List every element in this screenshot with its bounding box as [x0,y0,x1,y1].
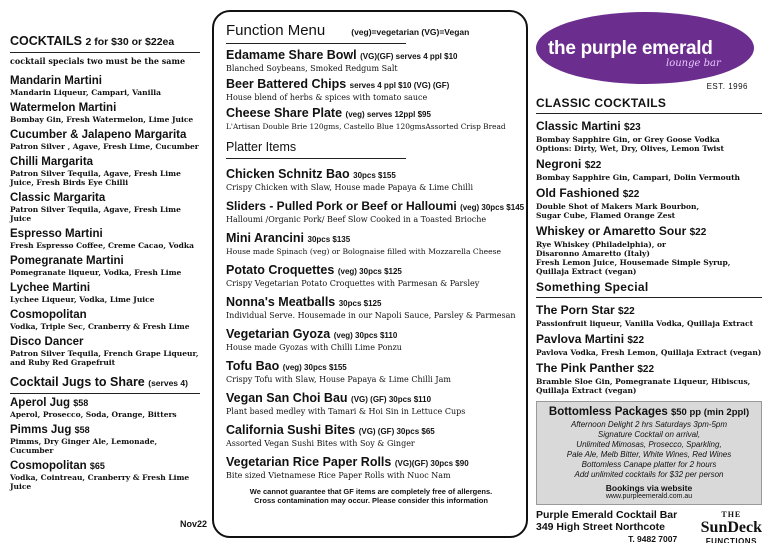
divider [536,297,762,298]
menu-item [226,106,516,132]
allergen-note-line: We cannot guarantee that GF items are completely free of allergens. [249,487,493,496]
classic-desc: Rye Whiskey (Philadelphia), or [536,240,666,249]
jug-price: $58 [74,425,90,435]
special-item [536,361,762,395]
platter-item [226,391,516,417]
function-menu-title: Function Menu [226,22,326,39]
platter-item-name: Mini Arancini [226,231,305,245]
platter-item-desc: Bite sized Vietnamese Rice Paper Rolls with Nuoc Nam [226,471,451,480]
divider [536,113,762,114]
cocktail-item [10,255,200,277]
sundeck-functions: FUNCTIONS [705,537,757,543]
venue-street: 349 High Street Northcote [536,521,665,533]
special-price: $22 [627,335,645,346]
divider [226,43,406,44]
allergen-note-line: Cross contamination may occur. Please consider this information [254,496,488,505]
classic-desc: Bombay Sapphire Gin, Campari, Dolin Vermouth [536,173,741,182]
cocktail-item [10,75,200,97]
cocktails-title: COCKTAILS [10,34,82,48]
platter-item-name: Vegan San Choi Bau [226,391,348,405]
platter-item-desc: Plant based medley with Tamari & Hoi Sin in Lettuce Cups [226,407,466,416]
cocktail-item [10,156,200,187]
platter-item-name: Chicken Schnitz Bao [226,167,350,181]
platter-item-name: Tofu Bao [226,359,280,373]
website-link[interactable]: www.purpleemerald.com.au [605,493,693,500]
classic-name: Old Fashioned [536,186,620,200]
menu-item-desc: Blanched Soybeans, Smoked Redgum Salt [226,64,398,73]
jug-item [10,397,200,419]
sundeck-the: THE [721,510,742,519]
cocktail-desc: Patron Silver Tequila, French Grape Liqueur, and Ruby Red Grapefruit [10,349,199,367]
bottomless-price: $50 pp (min 2ppl) [670,407,750,418]
cocktail-name: Mandarin Martini [10,75,103,87]
special-item [536,332,762,357]
purple-emerald-logo [536,10,762,90]
cocktail-item [10,336,200,367]
platter-item [226,263,516,289]
classic-desc: Fresh Lemon Juice, Housemade Simple Syrup, [536,258,731,267]
menu-item-price: (veg) serves 12ppl $95 [345,110,431,119]
venue-address [536,509,677,543]
venue-name: Purple Emerald Cocktail Bar [536,509,678,521]
platter-item-desc: Halloumi /Organic Pork/ Beef Slow Cooked in a Toasted Brioche [226,215,487,224]
special-name: The Pink Panther [536,361,635,375]
jug-desc: Pimms, Dry Ginger Ale, Lemonade, Cucumber [10,437,158,455]
jug-price: $65 [89,461,105,471]
menu-item-name: Beer Battered Chips [226,77,347,91]
menu-date: Nov22 [180,519,208,529]
menu-item-name: Cheese Share Plate [226,106,343,120]
classic-desc: Disaronno Amaretto (Italy) [536,249,650,258]
cocktail-name: Cucumber & Jalapeno Margarita [10,129,187,141]
cocktail-item [10,309,200,331]
function-menu-panel [212,10,528,538]
divider [10,393,200,394]
cocktails-column [10,34,200,496]
cocktails-note: cocktail specials two must be the same [10,56,186,66]
bottomless-line: Unlimited Mimosas, Prosecco, Sparkling, [576,440,722,449]
platter-item-name: Nonna's Meatballs [226,295,336,309]
sundeck-name: SunDeck [700,519,762,536]
jugs-title: Cocktail Jugs to Share [10,375,145,389]
platter-item-name: Vegetarian Rice Paper Rolls [226,455,392,469]
classic-desc: Options: Dirty, Wet, Dry, Olives, Lemon Twist [536,144,724,153]
bottomless-line: Signature Cocktail on arrival, [597,430,701,439]
platter-item-price: 30pcs $155 [353,171,396,180]
cocktails-heading [10,34,200,50]
jug-price: $58 [73,398,89,408]
jug-item [10,424,200,455]
logo-est: EST. 1996 [706,82,748,91]
jug-item [10,460,200,491]
cocktail-desc: Patron Silver Tequila, Agave, Fresh Lime Juice [10,205,181,223]
bottomless-line: Afternoon Delight 2 hrs Saturdays 3pm-5pm [570,420,728,429]
platter-item [226,295,516,321]
platter-item-desc: Crispy Vegetarian Potato Croquettes with Parmesan & Parsley [226,279,480,288]
classic-column [536,10,762,543]
bottomless-packages-box [536,401,762,505]
classic-price: $22 [584,160,602,171]
platter-item-name: Sliders - Pulled Pork or Beef or Halloumi [226,199,457,213]
platter-item-desc: Crispy Tofu with Slaw, House Papaya & Lime Chilli Jam [226,375,451,384]
classic-desc: Double Shot of Makers Mark Bourbon, [536,202,700,211]
platter-item [226,167,516,193]
booking-note: Bookings via website [605,483,693,493]
divider [10,52,200,53]
special-name: Pavlova Martini [536,332,625,346]
classic-cocktails-title: CLASSIC COCKTAILS [536,96,667,110]
cocktail-name: Pomegranate Martini [10,255,124,267]
special-desc: Quillaja Extract (vegan) [536,386,637,395]
platter-item-desc: House made Gyozas with Chilli Lime Ponzu [226,343,402,352]
cocktail-item [10,102,200,124]
diet-legend: (veg)=vegetarian (VG)=Vegan [351,27,470,37]
menu-item-name: Edamame Share Bowl [226,48,357,62]
jug-desc: Vodka, Cointreau, Cranberry & Fresh Lime Juice [10,473,190,491]
special-desc: Pavlova Vodka, Fresh Lemon, Quillaja Extract (vegan) [536,348,762,357]
special-item [536,303,762,328]
special-desc: Bramble Sloe Gin, Pomegranate Liqueur, Hibiscus, [536,377,751,386]
classic-name: Classic Martini [536,119,621,133]
special-price: $22 [637,364,655,375]
classic-desc: Bombay Sapphire Gin, or Grey Goose Vodka [536,135,720,144]
allergen-note [226,487,516,505]
jug-name: Cosmopolitan [10,460,87,472]
platter-item-name: California Sushi Bites [226,423,356,437]
platter-item [226,231,516,257]
venue-footer [536,509,762,543]
jugs-heading [10,375,200,391]
bottomless-line: Pale Ale, Melb Bitter, White Wines, Red Wines [566,450,732,459]
jug-desc: Aperol, Prosecco, Soda, Orange, Bitters [10,410,177,419]
platter-item-name: Vegetarian Gyoza [226,327,331,341]
logo-text: the purple emerald [548,38,713,59]
cocktail-desc: Patron Silver , Agave, Fresh Lime, Cucumber [10,142,199,151]
jugs-serves: (serves 4) [148,378,188,388]
cocktail-name: Disco Dancer [10,336,84,348]
classic-price: $23 [624,122,641,133]
classic-name: Whiskey or Amaretto Sour [536,224,687,238]
something-special-title: Something Special [536,280,649,294]
platter-item [226,423,516,449]
cocktail-desc: Patron Silver Tequila, Agave, Fresh Lime Juice, Fresh Birds Eye Chilli [10,169,181,187]
cocktail-desc: Mandarin Liqueur, Campari, Vanilla [10,88,161,97]
platter-item-price: (veg) 30pcs $110 [333,331,398,340]
cocktail-name: Espresso Martini [10,228,103,240]
logo-subtitle: lounge bar [666,58,721,69]
classic-item [536,224,762,276]
cocktail-desc: Fresh Espresso Coffee, Creme Cacao, Vodka [10,241,194,250]
classic-desc: Sugar Cube, Flamed Orange Zest [536,211,676,220]
classic-desc: Quillaja Extract (vegan) [536,267,637,276]
platter-item [226,359,516,385]
cocktail-item [10,282,200,304]
platter-item-desc: House made Spinach (veg) or Bolognaise filled with Mozzarella Cheese [226,247,501,256]
menu-item-price: (VG)(GF) serves 4 ppl $10 [360,52,458,61]
platter-title: Platter Items [226,140,297,154]
menu-item-price: serves 4 ppl $10 (VG) (GF) [349,81,450,90]
classic-price: $22 [622,189,640,200]
bottomless-line: Bottomless Canape platter for 2 hours [581,460,717,469]
classic-item [536,157,762,182]
platter-item-price: (VG) (GF) 30pcs $110 [351,395,432,404]
platter-item [226,199,525,225]
cocktails-deal: 2 for $30 or $22ea [85,36,175,48]
platter-item-desc: Individual Serve. Housemade in our Napoli Sauce, Parsley & Parmesan [226,311,516,320]
cocktail-name: Cosmopolitan [10,309,87,321]
cocktail-item [10,192,200,223]
divider [226,158,406,159]
classic-item [536,186,762,220]
platter-item-price: (veg) 30pcs $125 [337,267,402,276]
bottomless-line: Add unlimited cocktails for $32 per person [574,470,724,479]
platter-item-price: (VG) (GF) 30pcs $65 [358,427,435,436]
bottomless-title: Bottomless Packages [548,406,668,418]
classic-price: $22 [689,227,707,238]
menu-item [226,77,516,103]
classic-item [536,119,762,153]
menu-item [226,48,516,74]
cocktail-item [10,129,200,151]
cocktail-name: Classic Margarita [10,192,106,204]
cocktail-desc: Lychee Liqueur, Vodka, Lime Juice [10,295,155,304]
platter-item-price: 30pcs $125 [338,299,382,308]
cocktail-desc: Pomegranate liqueur, Vodka, Fresh Lime [10,268,182,277]
menu-item-desc: House blend of herbs & spices with tomato sauce [226,93,428,102]
cocktail-desc: Bombay Gin, Fresh Watermelon, Lime Juice [10,115,194,124]
platter-item-desc: Assorted Vegan Sushi Bites with Soy & Ginger [226,439,415,448]
special-desc: Passionfruit liqueur, Vanilla Vodka, Quillaja Extract [536,319,754,328]
platter-item [226,327,516,353]
platter-item-price: (veg) 30pcs $155 [282,363,347,372]
platter-item-price: (VG)(GF) 30pcs $90 [394,459,469,468]
special-name: The Porn Star [536,303,615,317]
cocktail-name: Watermelon Martini [10,102,117,114]
cocktail-item [10,228,200,250]
classic-name: Negroni [536,157,582,171]
cocktail-desc: Vodka, Triple Sec, Cranberry & Fresh Lime [10,322,190,331]
sundeck-logo [701,509,762,543]
platter-item-price: (veg) 30pcs $145 [460,203,525,212]
jug-name: Pimms Jug [10,424,72,436]
platter-item [226,455,516,481]
menu-item-desc: L'Artisan Double Brie 120gms, Castello Blue 120gmsAssorted Crisp Bread [226,122,506,131]
platter-item-price: 30pcs $135 [307,235,351,244]
special-price: $22 [618,306,635,317]
platter-item-name: Potato Croquettes [226,263,335,277]
cocktail-name: Chilli Margarita [10,156,94,168]
platter-item-desc: Crispy Chicken with Slaw, House made Papaya & Lime Chilli [226,183,473,192]
jug-name: Aperol Jug [10,397,71,409]
venue-phone: T. 9482 7007 [628,534,678,543]
cocktail-name: Lychee Martini [10,282,91,294]
